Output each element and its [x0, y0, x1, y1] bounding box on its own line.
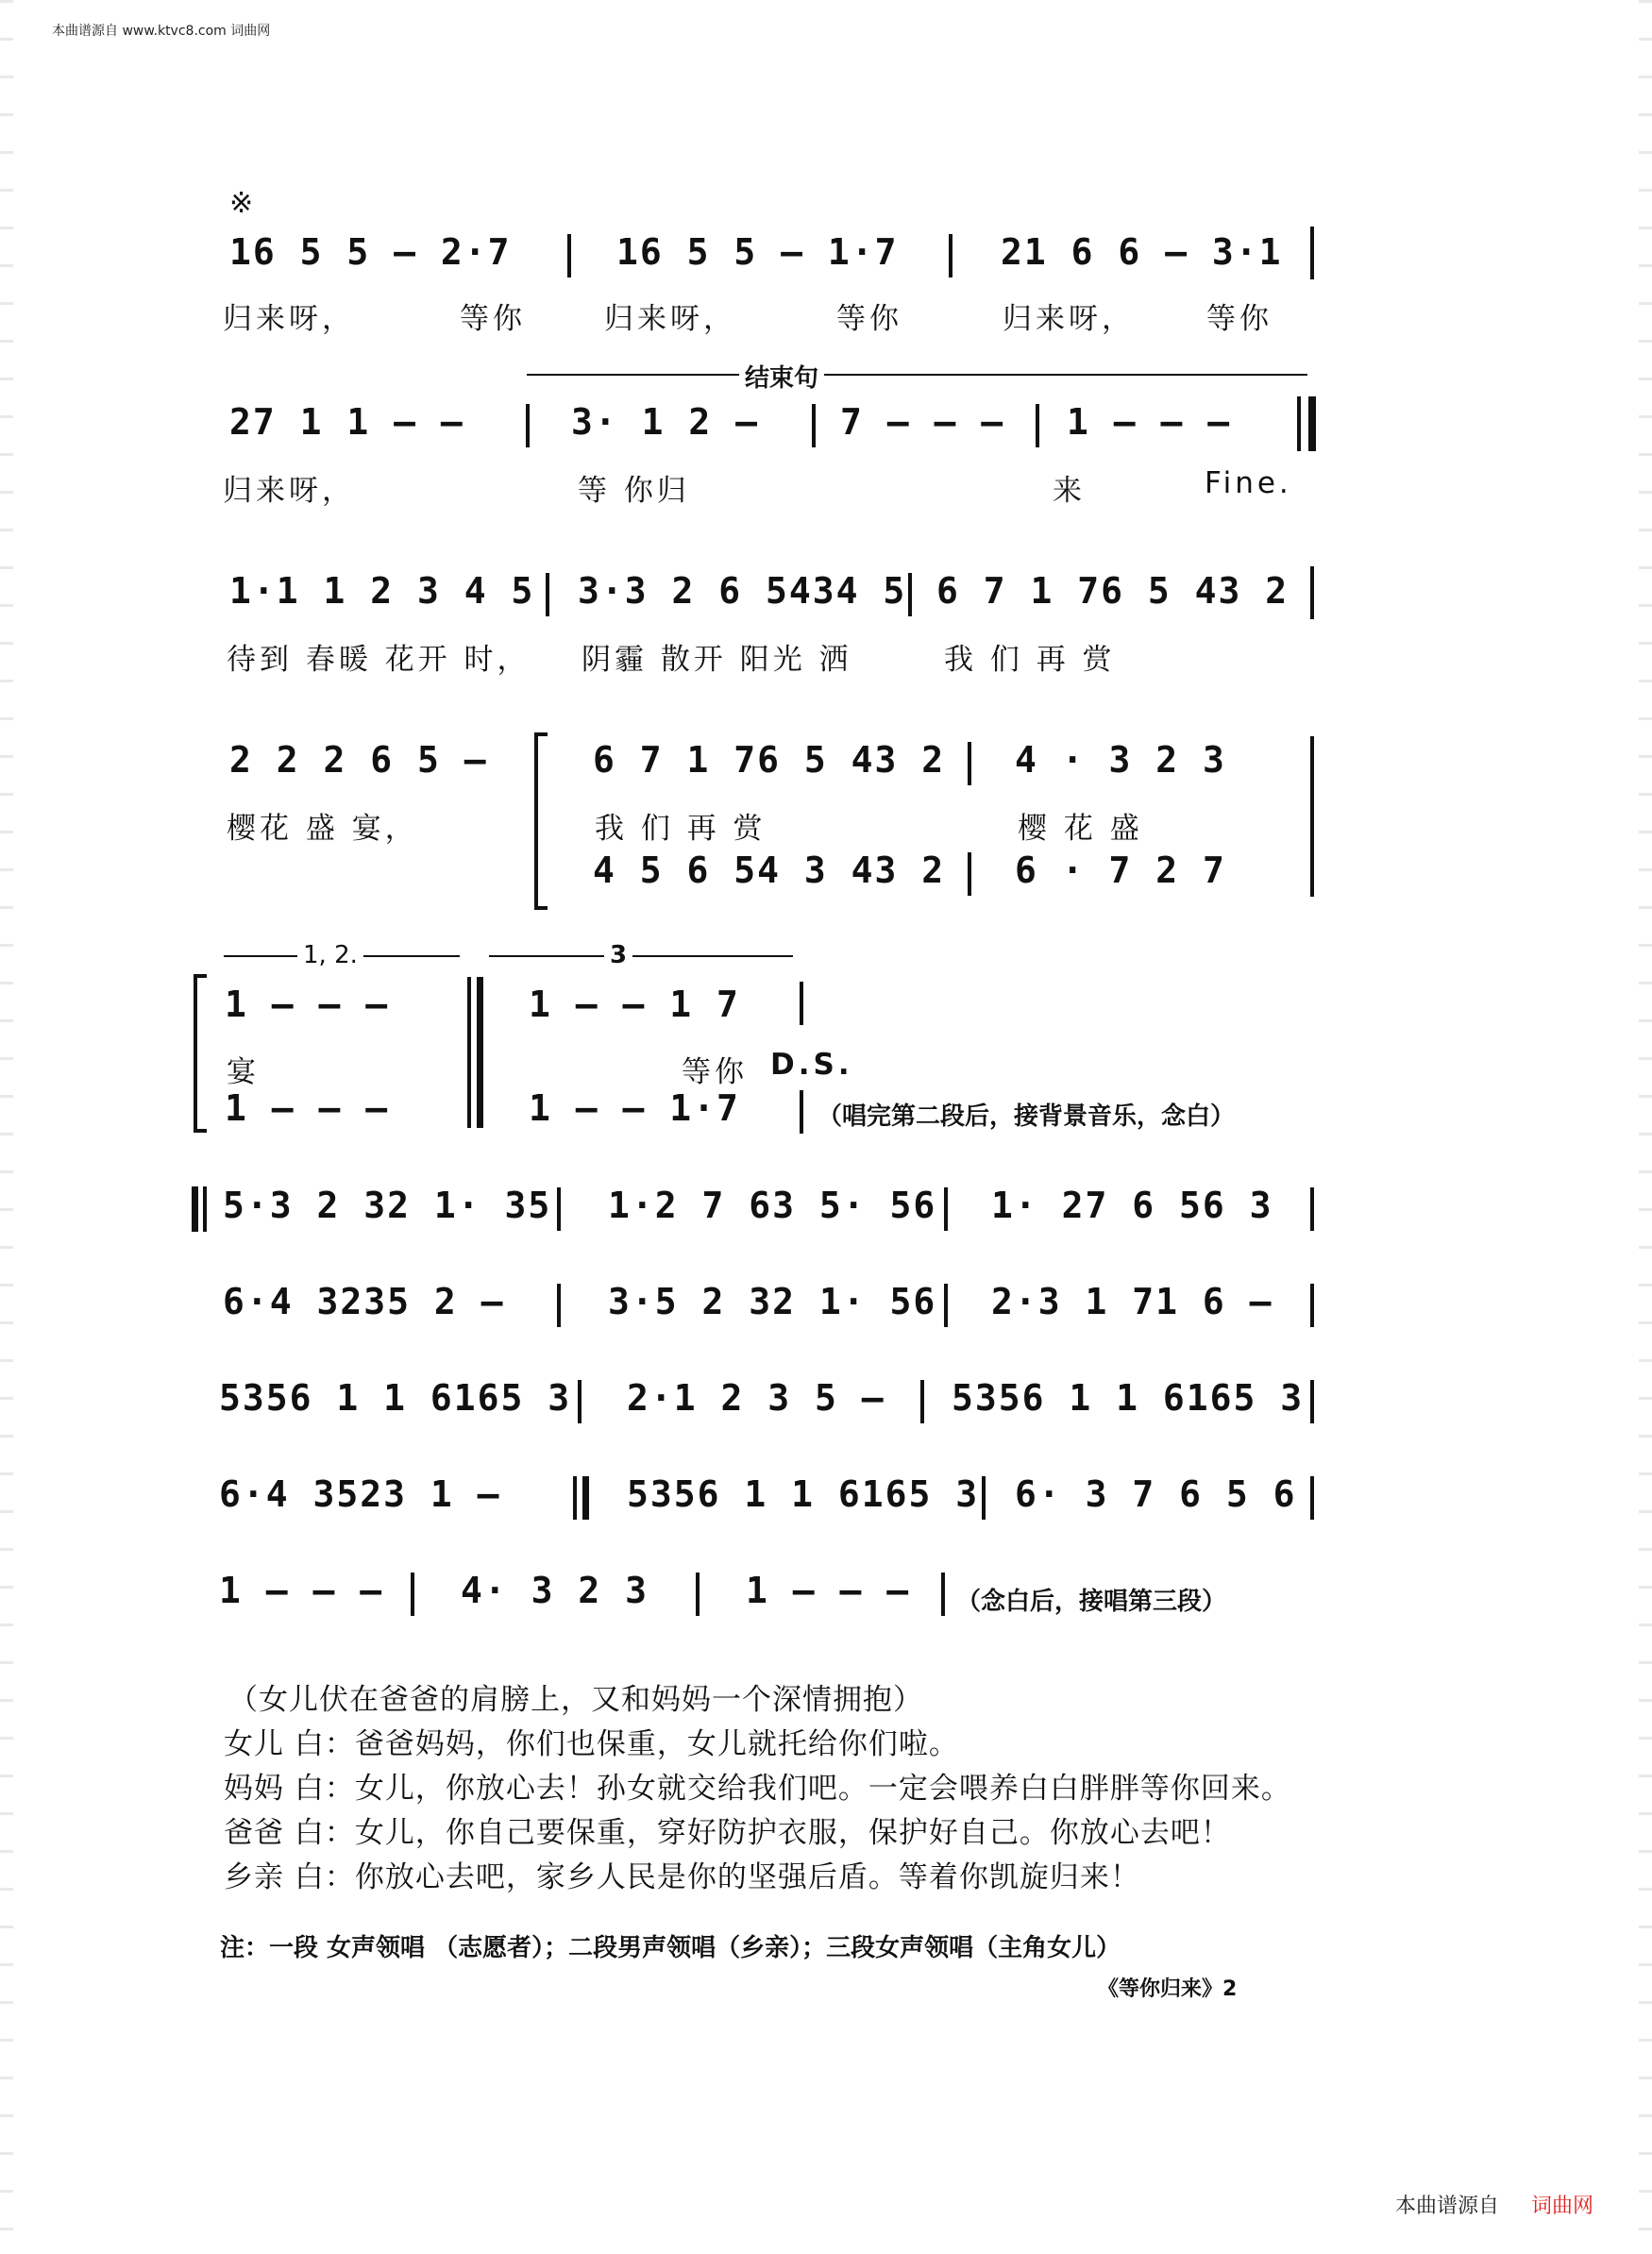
performance-note: （唱完第二段后，接背景音乐，念白） — [818, 1102, 1236, 1131]
notes-row4-lower-m1: 4 5 6 54 3 43 2 — [593, 849, 946, 891]
lyric: 等你 — [460, 302, 526, 336]
volta-third-line — [489, 955, 793, 957]
barline — [982, 1476, 986, 1520]
barline — [968, 852, 971, 896]
barline — [920, 1380, 924, 1423]
volta-brace — [194, 974, 207, 1133]
lyric: 来 — [1053, 474, 1086, 508]
lyric: 我 们 再 赏 — [944, 643, 1116, 677]
repeat-end-thick — [582, 1476, 589, 1520]
interlude-row4-m1: 6·4 3523 1 – — [219, 1473, 501, 1515]
ending-bracket-line — [527, 374, 1307, 376]
volta-third-label: 3 — [604, 941, 632, 969]
lyric: 樱 花 盛 — [1018, 812, 1143, 846]
notes-row4-upper-m2: 4 · 3 2 3 — [1015, 739, 1226, 781]
interlude-row2-m2: 3·5 2 32 1· 56 — [608, 1281, 937, 1322]
repeat-barline-thick — [477, 977, 483, 1128]
barline — [696, 1573, 700, 1616]
volta-third-upper: 1 – – 1 7 — [529, 984, 740, 1025]
segno-sign: ※ — [229, 187, 254, 220]
volta-third-lower: 1 – – 1·7 — [529, 1087, 740, 1129]
lyric: 我 们 再 赏 — [595, 812, 767, 846]
volta-first-upper: 1 – – – — [225, 984, 390, 1025]
source-header: 本曲谱源自 www.ktvc8.com 词曲网 — [52, 24, 271, 39]
footer-site-link[interactable]: 词曲网 — [1531, 2195, 1594, 2218]
notes-row3-m2: 3·3 2 6 5434 5 — [578, 570, 907, 612]
volta-first-label: 1, 2. — [297, 941, 363, 969]
repeat-start-thick — [192, 1186, 198, 1232]
notes-row4-lower-m2: 6 · 7 2 7 — [1015, 849, 1226, 891]
lyric: 宴 — [227, 1055, 260, 1089]
lyric: 等你 — [1206, 302, 1273, 336]
interlude-row1-m1: 5·3 2 32 1· 35 — [223, 1185, 552, 1226]
barline — [1310, 1284, 1314, 1327]
part-brace — [534, 732, 548, 910]
volta-first-lower: 1 – – – — [225, 1087, 390, 1129]
notes-row1-m2: 16 5 5 – 1·7 — [616, 231, 899, 273]
interlude-row2-m1: 6·4 3235 2 – — [223, 1281, 505, 1322]
lyric: 等你 — [836, 302, 902, 336]
notes-row3-m1: 1·1 1 2 3 4 5 — [229, 570, 535, 612]
barline — [800, 982, 803, 1025]
interlude-row4-m2: 5356 1 1 6165 3 — [627, 1473, 980, 1515]
lyric: 归来呀， — [223, 302, 355, 336]
stage-direction: （女儿伏在爸爸的肩膀上，又和妈妈一个深情拥抱） — [228, 1683, 923, 1717]
interlude-row1-m3: 1· 27 6 56 3 — [991, 1185, 1273, 1226]
interlude-row1-m2: 1·2 7 63 5· 56 — [608, 1185, 937, 1226]
footer-source-label: 本曲谱源自 — [1395, 2195, 1500, 2218]
interlude-row3-m2: 2·1 2 3 5 – — [627, 1377, 885, 1419]
repeat-end-thin — [573, 1476, 577, 1520]
notes-row1-m3: 21 6 6 – 3·1 — [1001, 231, 1283, 273]
notes-row3-m3: 6 7 1 76 5 43 2 — [936, 570, 1290, 612]
barline — [1310, 566, 1314, 619]
barline — [578, 1380, 582, 1423]
barline — [557, 1284, 561, 1327]
dal-segno-label: D.S. — [770, 1048, 853, 1082]
repeat-barline-thin — [467, 977, 471, 1128]
left-margin-strip — [0, 0, 13, 2254]
barline — [526, 404, 530, 447]
barline — [812, 404, 816, 447]
barline — [800, 1090, 803, 1134]
interlude-row3-m3: 5356 1 1 6165 3 — [952, 1377, 1305, 1419]
notes-row4-upper-m1: 6 7 1 76 5 43 2 — [593, 739, 946, 781]
lyric: 归来呀， — [223, 474, 355, 508]
lyric: 等你 — [682, 1055, 748, 1089]
barline — [941, 1573, 945, 1616]
interlude-row2-m3: 2·3 1 71 6 – — [991, 1281, 1273, 1322]
lyric: 归来呀， — [1003, 302, 1135, 336]
notes-row2-m3: 7 – – – — [840, 401, 1005, 443]
lyric: 等 你归 — [578, 474, 690, 508]
interlude-row4-m3: 6· 3 7 6 5 6 — [1015, 1473, 1297, 1515]
barline — [1310, 1476, 1314, 1520]
barline — [1310, 1187, 1314, 1231]
lyric-fine: Fine. — [1205, 466, 1292, 500]
barline — [1310, 736, 1314, 897]
dialogue-line: 爸爸 白：女儿，你自己要保重，穿好防护衣服，保护好自己。你放心去吧！ — [224, 1816, 1231, 1850]
barline — [968, 742, 971, 785]
page-label: 《等你归来》2 — [1098, 1977, 1238, 2001]
notes-row1-m1: 16 5 5 – 2·7 — [229, 231, 512, 273]
lyric: 待到 春暖 花开 时， — [227, 643, 531, 677]
final-barline-thick — [1308, 396, 1316, 451]
barline — [1036, 404, 1039, 447]
barline — [546, 573, 549, 616]
performance-footnote: 注：一段 女声领唱 （志愿者）；二段男声领唱（乡亲）；三段女声领唱（主角女儿） — [220, 1934, 1121, 1962]
notes-row4: 2 2 2 6 5 – — [229, 739, 488, 781]
end-note: （念白后，接唱第三段） — [956, 1588, 1227, 1616]
barline — [411, 1573, 414, 1616]
interlude-row3-m1: 5356 1 1 6165 3 — [219, 1377, 572, 1419]
lyric: 归来呀， — [604, 302, 736, 336]
notes-row2-m1: 27 1 1 – – — [229, 401, 464, 443]
barline — [557, 1187, 561, 1231]
notes-row2-m4: 1 – – – — [1067, 401, 1232, 443]
barline — [944, 1187, 948, 1231]
repeat-start-thin — [203, 1186, 207, 1232]
final-barline-thin — [1297, 396, 1301, 451]
interlude-row5-m2: 4· 3 2 3 — [461, 1570, 649, 1611]
dialogue-line: 乡亲 白：你放心去吧，家乡人民是你的坚强后盾。等着你凯旋归来！ — [224, 1860, 1140, 1894]
ending-label: 结束句 — [739, 359, 824, 394]
barline — [567, 234, 571, 278]
barline — [1310, 227, 1314, 279]
interlude-row5-m1: 1 – – – — [219, 1570, 384, 1611]
barline — [949, 234, 952, 278]
barline — [944, 1284, 948, 1327]
lyric: 樱花 盛 宴， — [227, 812, 418, 846]
barline — [1310, 1380, 1314, 1423]
lyric: 阴霾 散开 阳光 洒 — [582, 643, 852, 677]
dialogue-line: 妈妈 白：女儿，你放心去！孙女就交给我们吧。一定会喂养白白胖胖等你回来。 — [224, 1772, 1291, 1806]
interlude-row5-m3: 1 – – – — [746, 1570, 911, 1611]
notes-row2-m2: 3· 1 2 – — [571, 401, 760, 443]
dialogue-line: 女儿 白：爸爸妈妈，你们也保重，女儿就托给你们啦。 — [224, 1727, 959, 1761]
right-margin-strip — [1639, 0, 1652, 2254]
barline — [908, 573, 912, 616]
